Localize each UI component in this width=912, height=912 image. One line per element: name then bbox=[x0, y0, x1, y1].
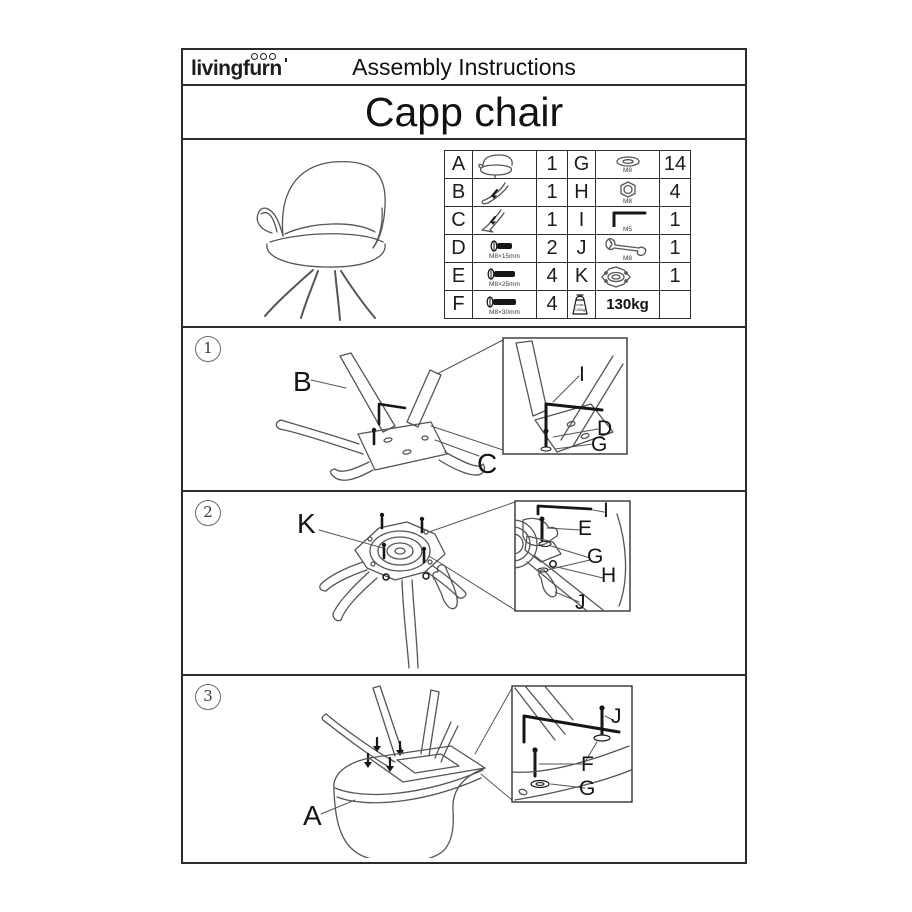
part-label-j: J bbox=[575, 591, 586, 614]
step-2-section bbox=[181, 490, 747, 676]
part-label-f: F bbox=[581, 753, 594, 776]
step-3-section bbox=[181, 674, 747, 864]
wrench-icon bbox=[604, 235, 652, 256]
step-number-badge: 1 bbox=[195, 336, 221, 362]
table-row bbox=[445, 263, 691, 291]
part-label-e: E bbox=[578, 517, 593, 540]
part-qty bbox=[660, 291, 691, 319]
back-legs-icon bbox=[473, 208, 517, 234]
part-letter: I bbox=[568, 207, 596, 235]
weight-icon-text: 130kg bbox=[574, 307, 586, 312]
part-qty: 2 bbox=[537, 235, 568, 263]
part-letter: C bbox=[445, 207, 473, 235]
part-qty: 1 bbox=[660, 207, 691, 235]
part-letter: H bbox=[568, 179, 596, 207]
product-title: Capp chair bbox=[364, 89, 564, 135]
table-row bbox=[445, 235, 691, 263]
weight-icon-text: max bbox=[576, 302, 584, 307]
step-2-diagram bbox=[183, 492, 745, 670]
part-qty: 1 bbox=[537, 207, 568, 235]
part-qty: 14 bbox=[660, 151, 691, 179]
nut-icon bbox=[608, 181, 648, 199]
part-size-label: M8 bbox=[622, 167, 633, 174]
part-label-g: G bbox=[591, 433, 608, 456]
part-size-label: M8×25mm bbox=[489, 280, 520, 288]
part-label-a: A bbox=[303, 800, 322, 831]
part-qty: 4 bbox=[660, 179, 691, 207]
chair-illustration bbox=[225, 144, 437, 324]
part-size-label: M8 bbox=[622, 197, 633, 205]
page-title: Assembly Instructions bbox=[352, 54, 576, 80]
max-weight-label: 130kg bbox=[606, 296, 649, 313]
step-1-section bbox=[181, 326, 747, 492]
front-legs-icon bbox=[473, 180, 517, 206]
part-qty: 1 bbox=[660, 263, 691, 291]
part-label-d: D bbox=[597, 417, 613, 440]
part-label-c: C bbox=[477, 448, 498, 479]
part-label-k: K bbox=[297, 508, 316, 539]
part-label-g: G bbox=[579, 777, 596, 800]
header-section bbox=[181, 48, 747, 86]
part-label-g: G bbox=[587, 545, 604, 568]
parts-table bbox=[444, 150, 691, 319]
step-number-badge: 2 bbox=[195, 500, 221, 526]
bolt-icon bbox=[484, 294, 526, 310]
part-qty: 1 bbox=[537, 179, 568, 207]
part-label-j: J bbox=[611, 705, 622, 728]
part-letter: E bbox=[445, 263, 473, 291]
part-letter: K bbox=[568, 263, 596, 291]
part-letter: F bbox=[445, 291, 473, 319]
table-row bbox=[445, 151, 691, 179]
part-label-i: I bbox=[579, 363, 585, 386]
part-size-label: M8×30mm bbox=[489, 308, 520, 316]
bolt-icon bbox=[488, 238, 522, 254]
part-letter: G bbox=[568, 151, 596, 179]
brand-name: livingfurn bbox=[191, 57, 282, 80]
parts-section bbox=[181, 138, 747, 328]
part-qty: 1 bbox=[537, 151, 568, 179]
table-row bbox=[445, 179, 691, 207]
bolt-icon bbox=[485, 266, 525, 282]
allen-key-icon bbox=[607, 209, 649, 227]
part-label-b: B bbox=[293, 366, 312, 397]
part-qty: 4 bbox=[537, 263, 568, 291]
part-letter: B bbox=[445, 179, 473, 207]
table-row bbox=[445, 291, 691, 319]
part-label-i: I bbox=[603, 499, 609, 522]
part-size-label: M5 bbox=[622, 225, 633, 233]
part-label-h: H bbox=[601, 564, 617, 587]
part-size-label: M8×15mm bbox=[489, 252, 520, 260]
step-3-diagram bbox=[183, 676, 745, 858]
part-letter: A bbox=[445, 151, 473, 179]
step-number-badge: 3 bbox=[195, 684, 221, 710]
product-title-section bbox=[181, 84, 747, 140]
part-letter: J bbox=[568, 235, 596, 263]
swivel-plate-icon bbox=[596, 264, 636, 290]
part-size-label: M8 bbox=[622, 255, 633, 262]
part-letter: D bbox=[445, 235, 473, 263]
max-weight-icon bbox=[568, 292, 592, 318]
step-1-diagram bbox=[183, 328, 745, 486]
chair-seat-icon bbox=[473, 152, 517, 178]
part-qty: 1 bbox=[660, 235, 691, 263]
table-row bbox=[445, 207, 691, 235]
part-qty: 4 bbox=[537, 291, 568, 319]
